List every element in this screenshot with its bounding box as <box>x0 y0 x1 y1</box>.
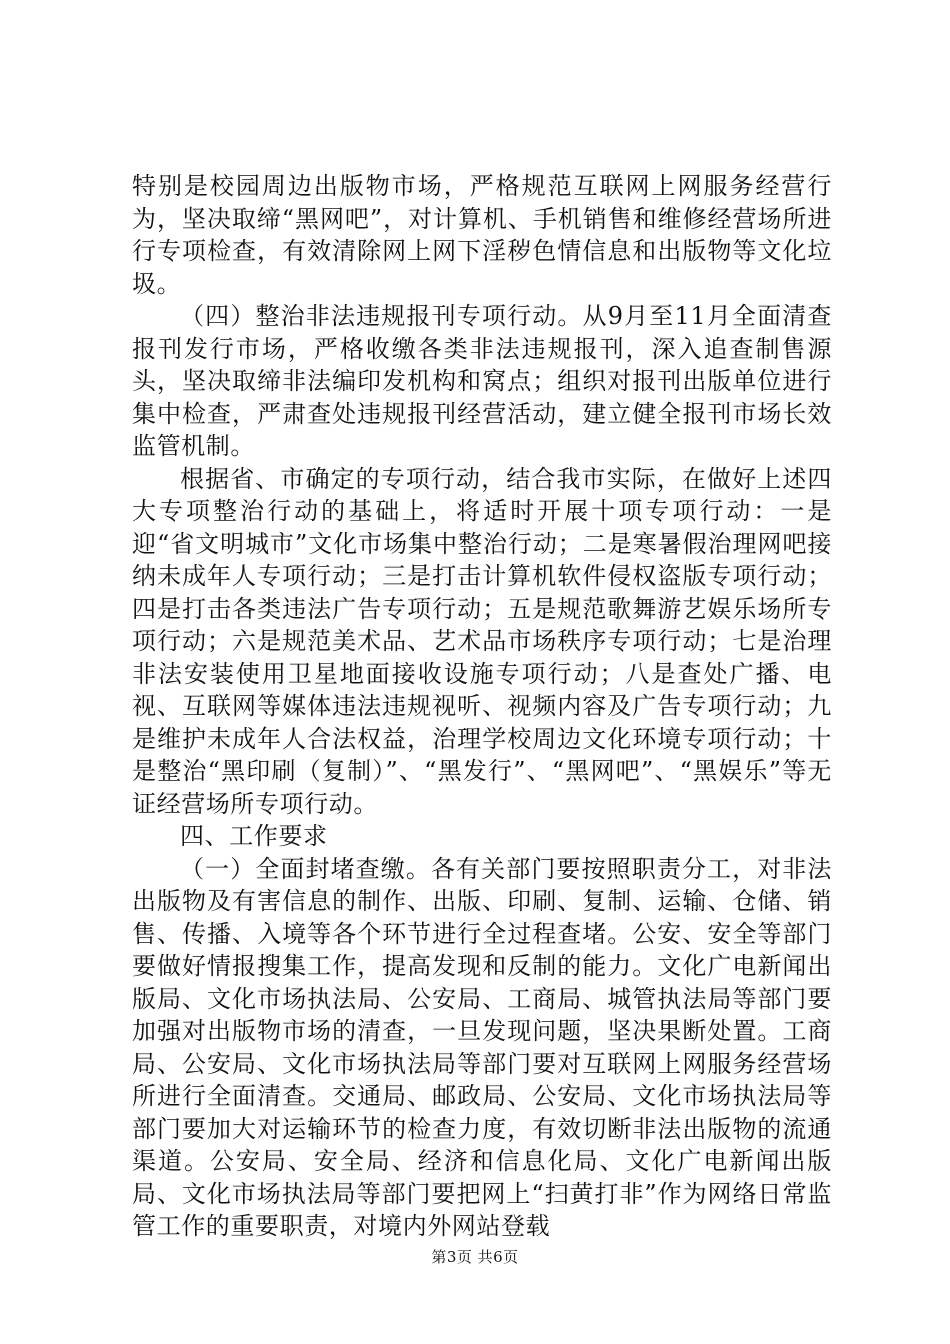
paragraph-blocking-and-seizure: （一）全面封堵查缴。各有关部门要按照职责分工，对非法出版物及有害信息的制作、出版、印刷、复制、运输、仓储、销售、传播、入境等各个环节进行全过程查堵。公安、安全等部门要做好情报搜集工作，提高发现和反制的能力。文化广电新闻出版局、文化市场执法局、公安局、工商局、城管执法局等部门要加强对出版物市场的清查，一旦发现问题，坚决果断处置。工商局、公安局、文化市场执法局等部门要对互联网上网服务经营场所进行全面清查。交通局、邮政局、公安局、文化市场执法局等部门要加大对运输环节的检查力度，有效切断非法出版物的流通渠道。公安局、安全局、经济和信息化局、文化广电新闻出版局、文化市场执法局等部门要把网上“扫黄打非”作为网络日常监管工作的重要职责，对境内外网站登载 <box>132 854 832 1240</box>
paragraph-section-four-newspapers: （四）整治非法违规报刊专项行动。从9月至11月全面清查报刊发行市场，严格收缴各类非法违规报刊，深入追查制售源头，坚决取缔非法编印发机构和窝点；组织对报刊出版单位进行集中检查，严肃查处违规报刊经营活动，建立健全报刊市场长效监管机制。 <box>132 302 832 460</box>
section-heading-work-requirements: 四、工作要求 <box>180 822 328 850</box>
page-footer: 第3页 共6页 <box>431 1248 519 1266</box>
paragraph-continuation: 特别是校园周边出版物市场，严格规范互联网上网服务经营行为，坚决取缔“黑网吧”，对计算机、手机销售和维修经营场所进行专项检查，有效清除网上网下淫秽色情信息和出版物等文化垃圾。 <box>132 172 832 298</box>
paragraph-ten-special-actions: 根据省、市确定的专项行动，结合我市实际，在做好上述四大专项整治行动的基础上，将适时开展十项专项行动：一是迎“省文明城市”文化市场集中整治行动；二是寒暑假治理网吧接纳未成年人专项行动；三是打击计算机软件侵权盗版专项行动；四是打击各类违法广告专项行动；五是规范歌舞游艺娱乐场所专项行动；六是规范美术品、艺术品市场秩序专项行动；七是治理非法安装使用卫星地面接收设施专项行动；八是查处广播、电视、互联网等媒体违法违规视听、视频内容及广告专项行动；九是维护未成年人合法权益，治理学校周边文化环境专项行动；十是整治“黑印刷（复制）”、“黑发行”、“黑网吧”、“黑娱乐”等无证经营场所专项行动。 <box>132 464 832 818</box>
document-body <box>132 170 832 1243</box>
